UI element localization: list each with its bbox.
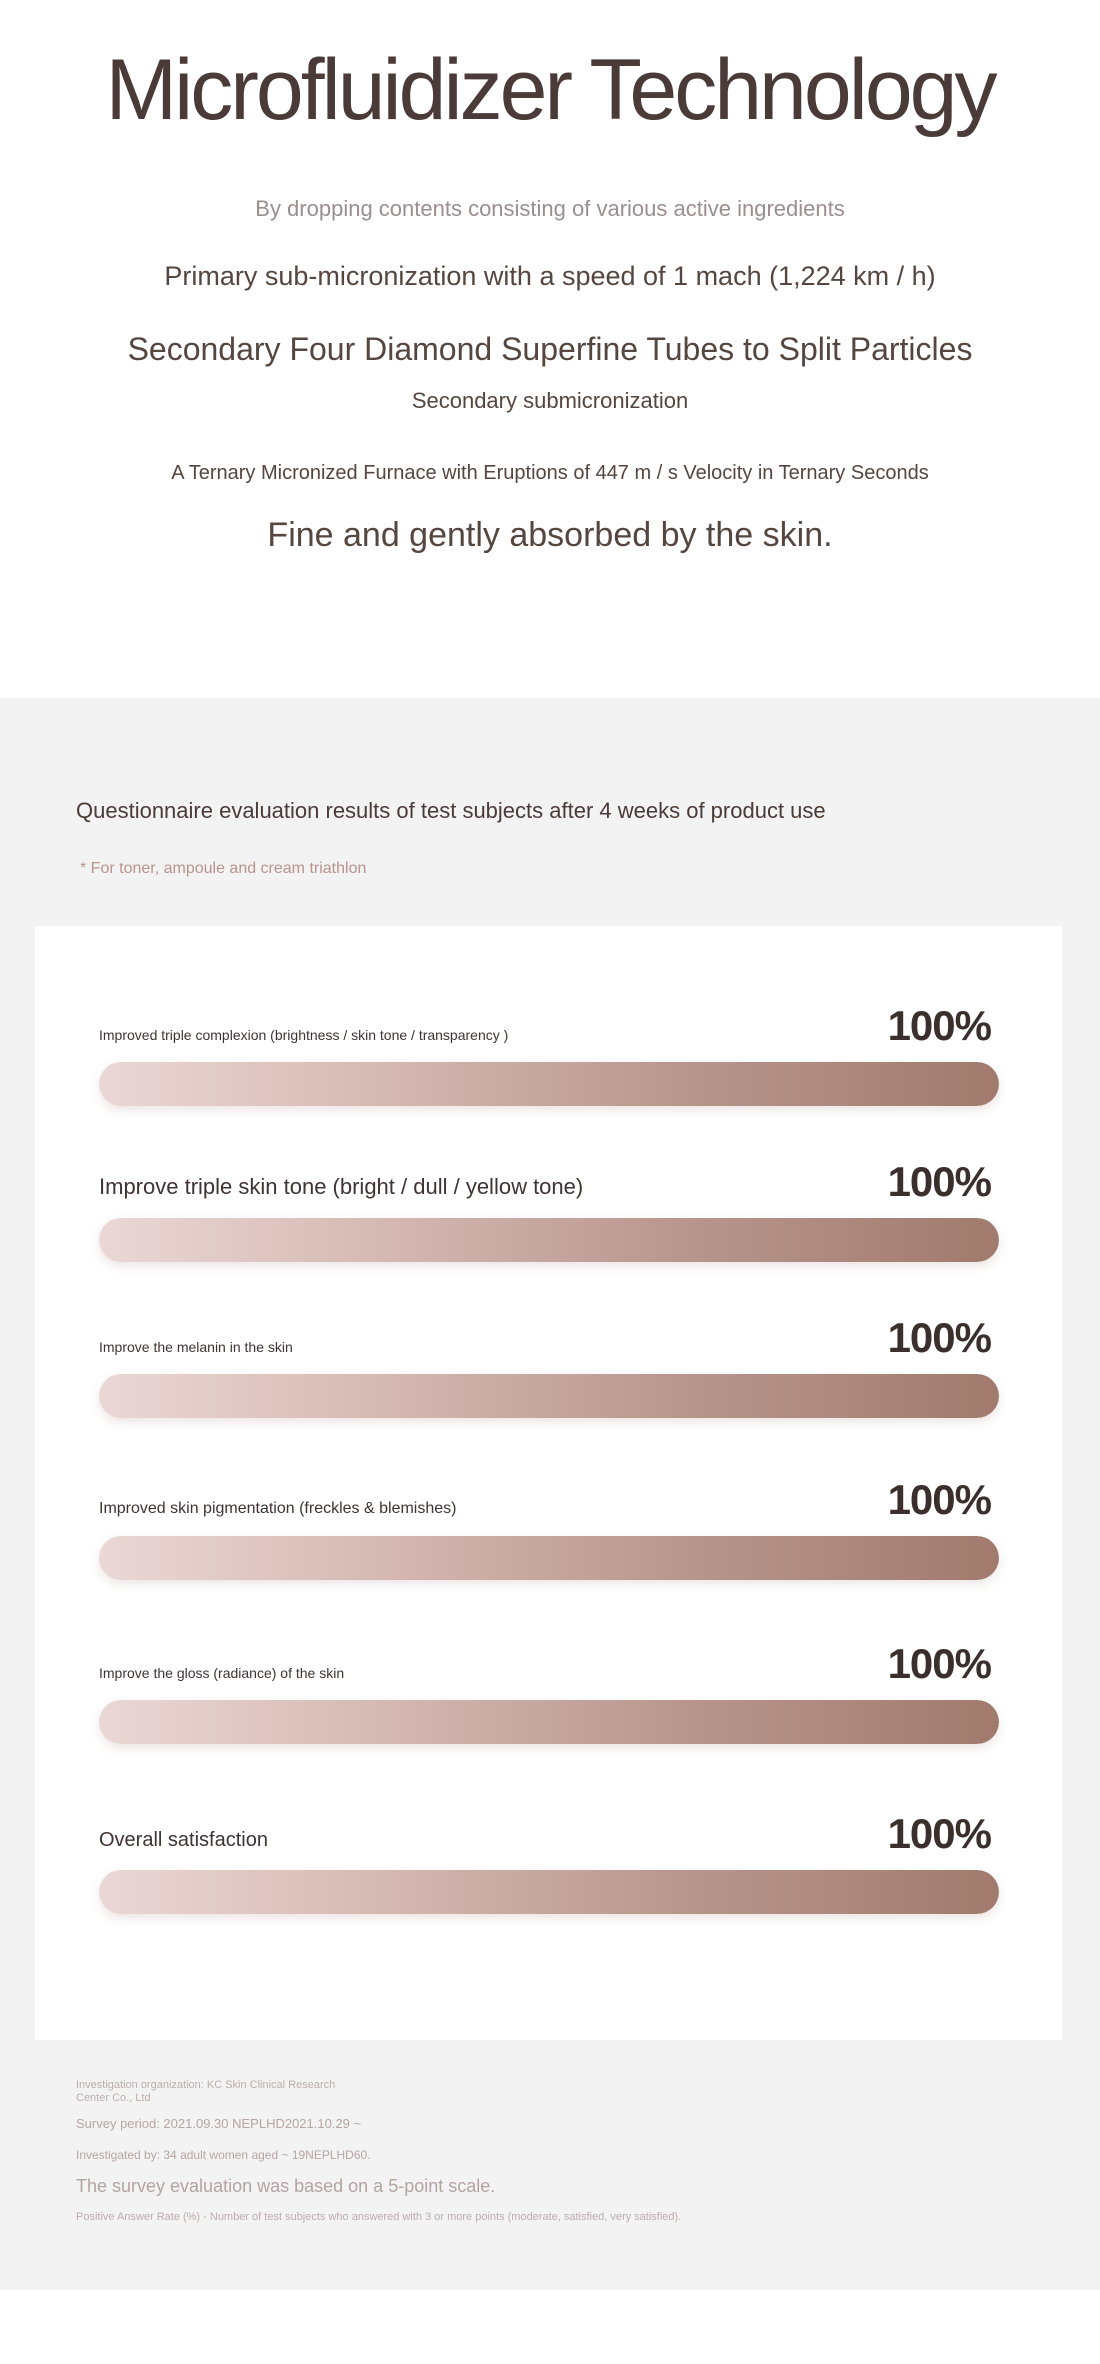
hero-line-4: Secondary submicronization bbox=[411, 388, 689, 413]
result-bar-track bbox=[99, 1218, 999, 1262]
result-bar-fill bbox=[99, 1374, 999, 1418]
result-percent: 100% bbox=[887, 1640, 991, 1687]
survey-note: * For toner, ampoule and cream triathlon bbox=[80, 860, 367, 877]
hero-line-2: Primary sub-micronization with a speed of 1 mach (1,224 km / h) bbox=[164, 261, 936, 291]
result-label: Improve the gloss (radiance) of the skin bbox=[99, 1665, 345, 1681]
hero-line-3: Secondary Four Diamond Superfine Tubes to Split Particles bbox=[127, 331, 973, 367]
result-label: Overall satisfaction bbox=[99, 1829, 268, 1851]
result-bar-track bbox=[99, 1870, 999, 1914]
result-label: Improve triple skin tone (bright / dull / yellow tone) bbox=[99, 1174, 584, 1199]
hero-line-1: By dropping contents consisting of various active ingredients bbox=[255, 196, 845, 221]
result-item-gloss bbox=[99, 1634, 1001, 1744]
result-bar-track bbox=[99, 1374, 999, 1418]
footer-scale: The survey evaluation was based on a 5-point scale. bbox=[76, 2176, 496, 2196]
result-item-satisfaction bbox=[99, 1804, 1001, 1914]
result-bar-fill bbox=[99, 1700, 999, 1744]
result-label: Improve the melanin in the skin bbox=[99, 1339, 293, 1355]
result-bar-fill bbox=[99, 1870, 999, 1914]
footer-period: Survey period: 2021.09.30 NEPLHD2021.10.29 ~ bbox=[76, 2116, 362, 2131]
result-bar-fill bbox=[99, 1218, 999, 1262]
result-percent: 100% bbox=[887, 1158, 991, 1205]
result-item-pigmentation bbox=[99, 1470, 1001, 1580]
hero-line-6: Fine and gently absorbed by the skin. bbox=[267, 516, 833, 554]
result-bar-fill bbox=[99, 1062, 999, 1106]
result-bar-fill bbox=[99, 1536, 999, 1580]
footer-investigated: Investigated by: 34 adult women aged ~ 19NEPLHD60. bbox=[76, 2148, 371, 2162]
result-item-melanin bbox=[99, 1308, 1001, 1418]
result-percent: 100% bbox=[887, 1810, 991, 1857]
result-bar-track bbox=[99, 1700, 999, 1744]
result-percent: 100% bbox=[887, 1314, 991, 1361]
footer-rate: Positive Answer Rate (%) - Number of test subjects who answered with 3 or more points (moderate, satisfied, very satisfied). bbox=[76, 2211, 682, 2223]
result-label: Improved triple complexion (brightness / skin tone / transparency ) bbox=[99, 1027, 509, 1043]
result-bar-track bbox=[99, 1536, 999, 1580]
survey-title: Questionnaire evaluation results of test subjects after 4 weeks of product use bbox=[76, 798, 826, 823]
result-item-skin-tone bbox=[99, 1152, 1001, 1262]
result-percent: 100% bbox=[887, 1002, 991, 1049]
hero-line-5: A Ternary Micronized Furnace with Eruptions of 447 m / s Velocity in Ternary Seconds bbox=[171, 462, 929, 484]
result-percent: 100% bbox=[887, 1476, 991, 1523]
result-label: Improved skin pigmentation (freckles & blemishes) bbox=[99, 1500, 457, 1517]
result-item-complexion bbox=[99, 996, 1001, 1106]
page-title: Microfluidizer Technology bbox=[105, 42, 995, 138]
hero-section bbox=[0, 0, 1100, 698]
footer-organization: Investigation organization: KC Skin Clinical Research Center Co., Ltd bbox=[76, 2079, 336, 2104]
result-bar-track bbox=[99, 1062, 999, 1106]
